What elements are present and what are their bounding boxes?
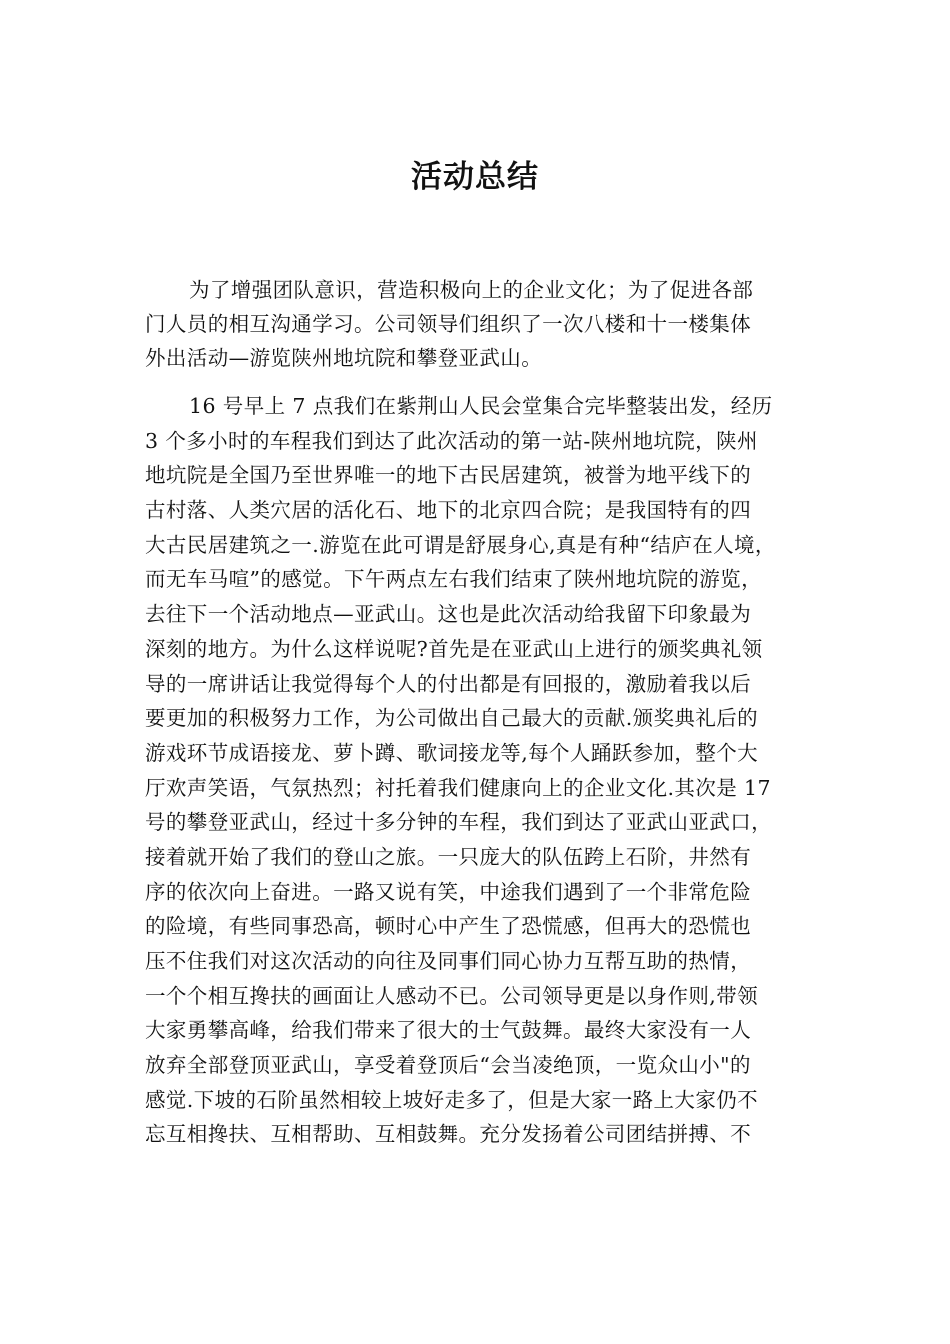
- text-line: 接着就开始了我们的登山之旅。一只庞大的队伍跨上石阶，井然有: [145, 844, 752, 869]
- text-line: 感觉.下坡的石阶虽然相较上坡好走多了，但是大家一路上大家仍不: [145, 1087, 759, 1112]
- text-line: 门人员的相互沟通学习。公司领导们组织了一次八楼和十一楼集体: [145, 312, 752, 336]
- text-line: 大家勇攀高峰，给我们带来了很大的士气鼓舞。最终大家没有一人: [145, 1018, 752, 1043]
- text-line: 压不住我们对这次活动的向往及同事们同心协力互帮互助的热情，: [145, 949, 752, 973]
- text-line: 而无车马喧”的感觉。下午两点左右我们结束了陕州地坑院的游览，: [145, 567, 762, 592]
- text-line: 游戏环节成语接龙、萝卜蹲、歌词接龙等,每个人踊跃参加，整个大: [145, 740, 759, 765]
- text-line: 号的攀登亚武山，经过十多分钟的车程，我们到达了亚武山亚武口，: [145, 810, 772, 835]
- text-line: 要更加的积极努力工作，为公司做出自己最大的贡献.颁奖典礼后的: [145, 706, 759, 731]
- text-line: 放弃全部登顶亚武山，享受着登顶后“会当凌绝顶，一览众山小"的: [145, 1053, 751, 1078]
- text-line: 外出活动—游览陕州地坑院和攀登亚武山。: [145, 346, 543, 370]
- text-line: 导的一席讲话让我觉得每个人的付出都是有回报的，激励着我以后: [145, 671, 752, 696]
- text-line: 去往下一个活动地点—亚武山。这也是此次活动给我留下印象最为: [145, 602, 752, 627]
- text-line: 序的依次向上奋进。一路又说有笑，中途我们遇到了一个非常危险: [145, 879, 752, 904]
- text-line: 厅欢声笑语，气氛热烈；衬托着我们健康向上的企业文化.其次是 17: [145, 775, 771, 800]
- text-line: 的险境，有些同事恐高，顿时心中产生了恐慌感，但再大的恐慌也: [145, 914, 752, 939]
- text-line: 3 个多小时的车程我们到达了此次活动的第一站-陕州地坑院，陕州: [145, 428, 758, 453]
- text-line: 大古民居建筑之一.游览在此可谓是舒展身心,真是有种“结庐在人境，: [145, 532, 776, 557]
- text-line: 地坑院是全国乃至世界唯一的地下古民居建筑，被誉为地平线下的: [145, 463, 752, 488]
- text-line: 一个个相互搀扶的画面让人感动不已。公司领导更是以身作则,带领: [145, 983, 759, 1008]
- document-body: [145, 273, 805, 1152]
- text-line: 深刻的地方。为什么这样说呢?首先是在亚武山上进行的颁奖典礼领: [145, 636, 763, 661]
- paragraph-1: [145, 273, 805, 375]
- document-title: 活动总结: [411, 159, 539, 195]
- text-line: 忘互相搀扶、互相帮助、互相鼓舞。充分发扬着公司团结拼搏、不: [145, 1122, 752, 1147]
- text-line: 16 号早上 7 点我们在紫荆山人民会堂集合完毕整装出发，经历: [189, 394, 773, 418]
- text-line: 古村落、人类穴居的活化石、地下的北京四合院；是我国特有的四: [145, 498, 752, 523]
- paragraph-2: [145, 389, 805, 1152]
- text-line: 为了增强团队意识，营造积极向上的企业文化；为了促进各部: [189, 278, 754, 302]
